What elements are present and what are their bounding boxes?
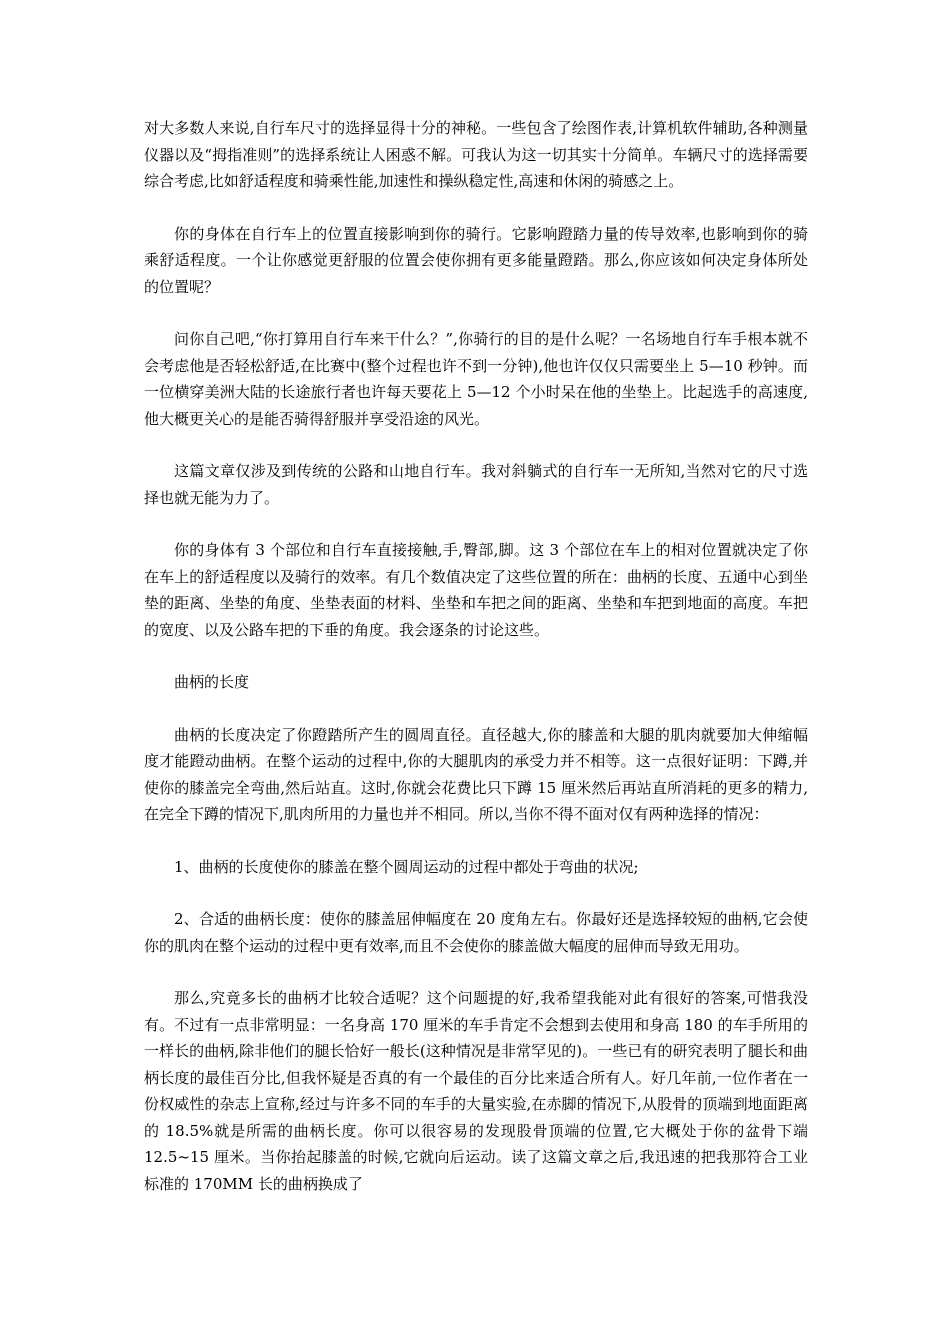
- section-heading-crank-length: 曲柄的长度: [174, 673, 250, 691]
- paragraph-crank-intro: 曲柄的长度决定了你蹬踏所产生的圆周直径。直径越大,你的膝盖和大腿的肌肉就要加大伸缩幅度才能蹬动曲柄。在整个运动的过程中,你的大腿肌肉的承受力并不相等。这一点很好证明：下蹲,并使你的膝盖完全弯曲,然后站直。这时,你就会花费比只下蹲 15 厘米然后再站直所消耗的更多的精力,在完全下蹲的情况下,肌肉所用的力量也并不相同。所以,当你不得不面对仅有两种选择的情况：: [144, 725, 808, 823]
- list-item-option-2: 2、合适的曲柄长度：使你的膝盖屈伸幅度在 20 度角左右。你最好还是选择较短的曲柄,它会使你的肌肉在整个运动的过程中更有效率,而且不会使你的膝盖做大幅度的屈伸而导致无用功。: [144, 910, 808, 955]
- document-body: [144, 115, 808, 1223]
- paragraph-scope: 这篇文章仅涉及到传统的公路和山地自行车。我对斜躺式的自行车一无所知,当然对它的尺寸选择也就无能为力了。: [144, 462, 808, 507]
- paragraph-contact-points: 你的身体有 3 个部位和自行车直接接触,手,臀部,脚。这 3 个部位在车上的相对位置就决定了你在车上的舒适程度以及骑行的效率。有几个数值决定了这些位置的所在：曲柄的长度、五通中心到坐垫的距离、坐垫的角度、坐垫表面的材料、坐垫和车把之间的距离、坐垫和车把到地面的高度。车把的宽度、以及公路车把的下垂的角度。我会逐条的讨论这些。: [144, 541, 808, 639]
- paragraph-intro: 对大多数人来说,自行车尺寸的选择显得十分的神秘。一些包含了绘图作表,计算机软件辅助,各种测量仪器以及“拇指准则”的选择系统让人困惑不解。可我认为这一切其实十分简单。车辆尺寸的选择需要综合考虑,比如舒适程度和骑乘性能,加速性和操纵稳定性,高速和休闲的骑感之上。: [144, 119, 808, 190]
- paragraph-riding-purpose: 问你自己吧,“你打算用自行车来干什么？”,你骑行的目的是什么呢？一名场地自行车手根本就不会考虑他是否轻松舒适,在比赛中(整个过程也许不到一分钟),他也许仅仅只需要坐上 5—10 秒钟。而一位横穿美洲大陆的长途旅行者也许每天要花上 5—12 个小时呆在他的坐垫上。比起选手的高速度,他大概更关心的是能否骑得舒服并享受沿途的风光。: [144, 330, 808, 428]
- paragraph-crank-sizing: 那么,究竟多长的曲柄才比较合适呢？这个问题提的好,我希望我能对此有很好的答案,可惜我没有。不过有一点非常明显：一名身高 170 厘米的车手肯定不会想到去使用和身高 180 的车手所用的一样长的曲柄,除非他们的腿长恰好一般长(这种情况是非常罕见的)。一些已有的研究表明了腿长和曲柄长度的最佳百分比,但我怀疑是否真的有一个最佳的百分比来适合所有人。好几年前,一位作者在一份权威性的杂志上宣称,经过与许多不同的车手的大量实验,在赤脚的情况下,从股骨的顶端到地面距离的 18.5%就是所需的曲柄长度。你可以很容易的发现股骨顶端的位置,它大概处于你的盆骨下端 12.5~15 厘米。当你抬起膝盖的时候,它就向后运动。读了这篇文章之后,我迅速的把我那符合工业标准的 170MM 长的曲柄换成了: [144, 989, 808, 1193]
- list-item-option-1: 1、曲柄的长度使你的膝盖在整个圆周运动的过程中都处于弯曲的状况;: [174, 857, 639, 876]
- paragraph-body-position: 你的身体在自行车上的位置直接影响到你的骑行。它影响蹬踏力量的传导效率,也影响到你的骑乘舒适程度。一个让你感觉更舒服的位置会使你拥有更多能量蹬踏。那么,你应该如何决定身体所处的位置呢？: [144, 224, 808, 296]
